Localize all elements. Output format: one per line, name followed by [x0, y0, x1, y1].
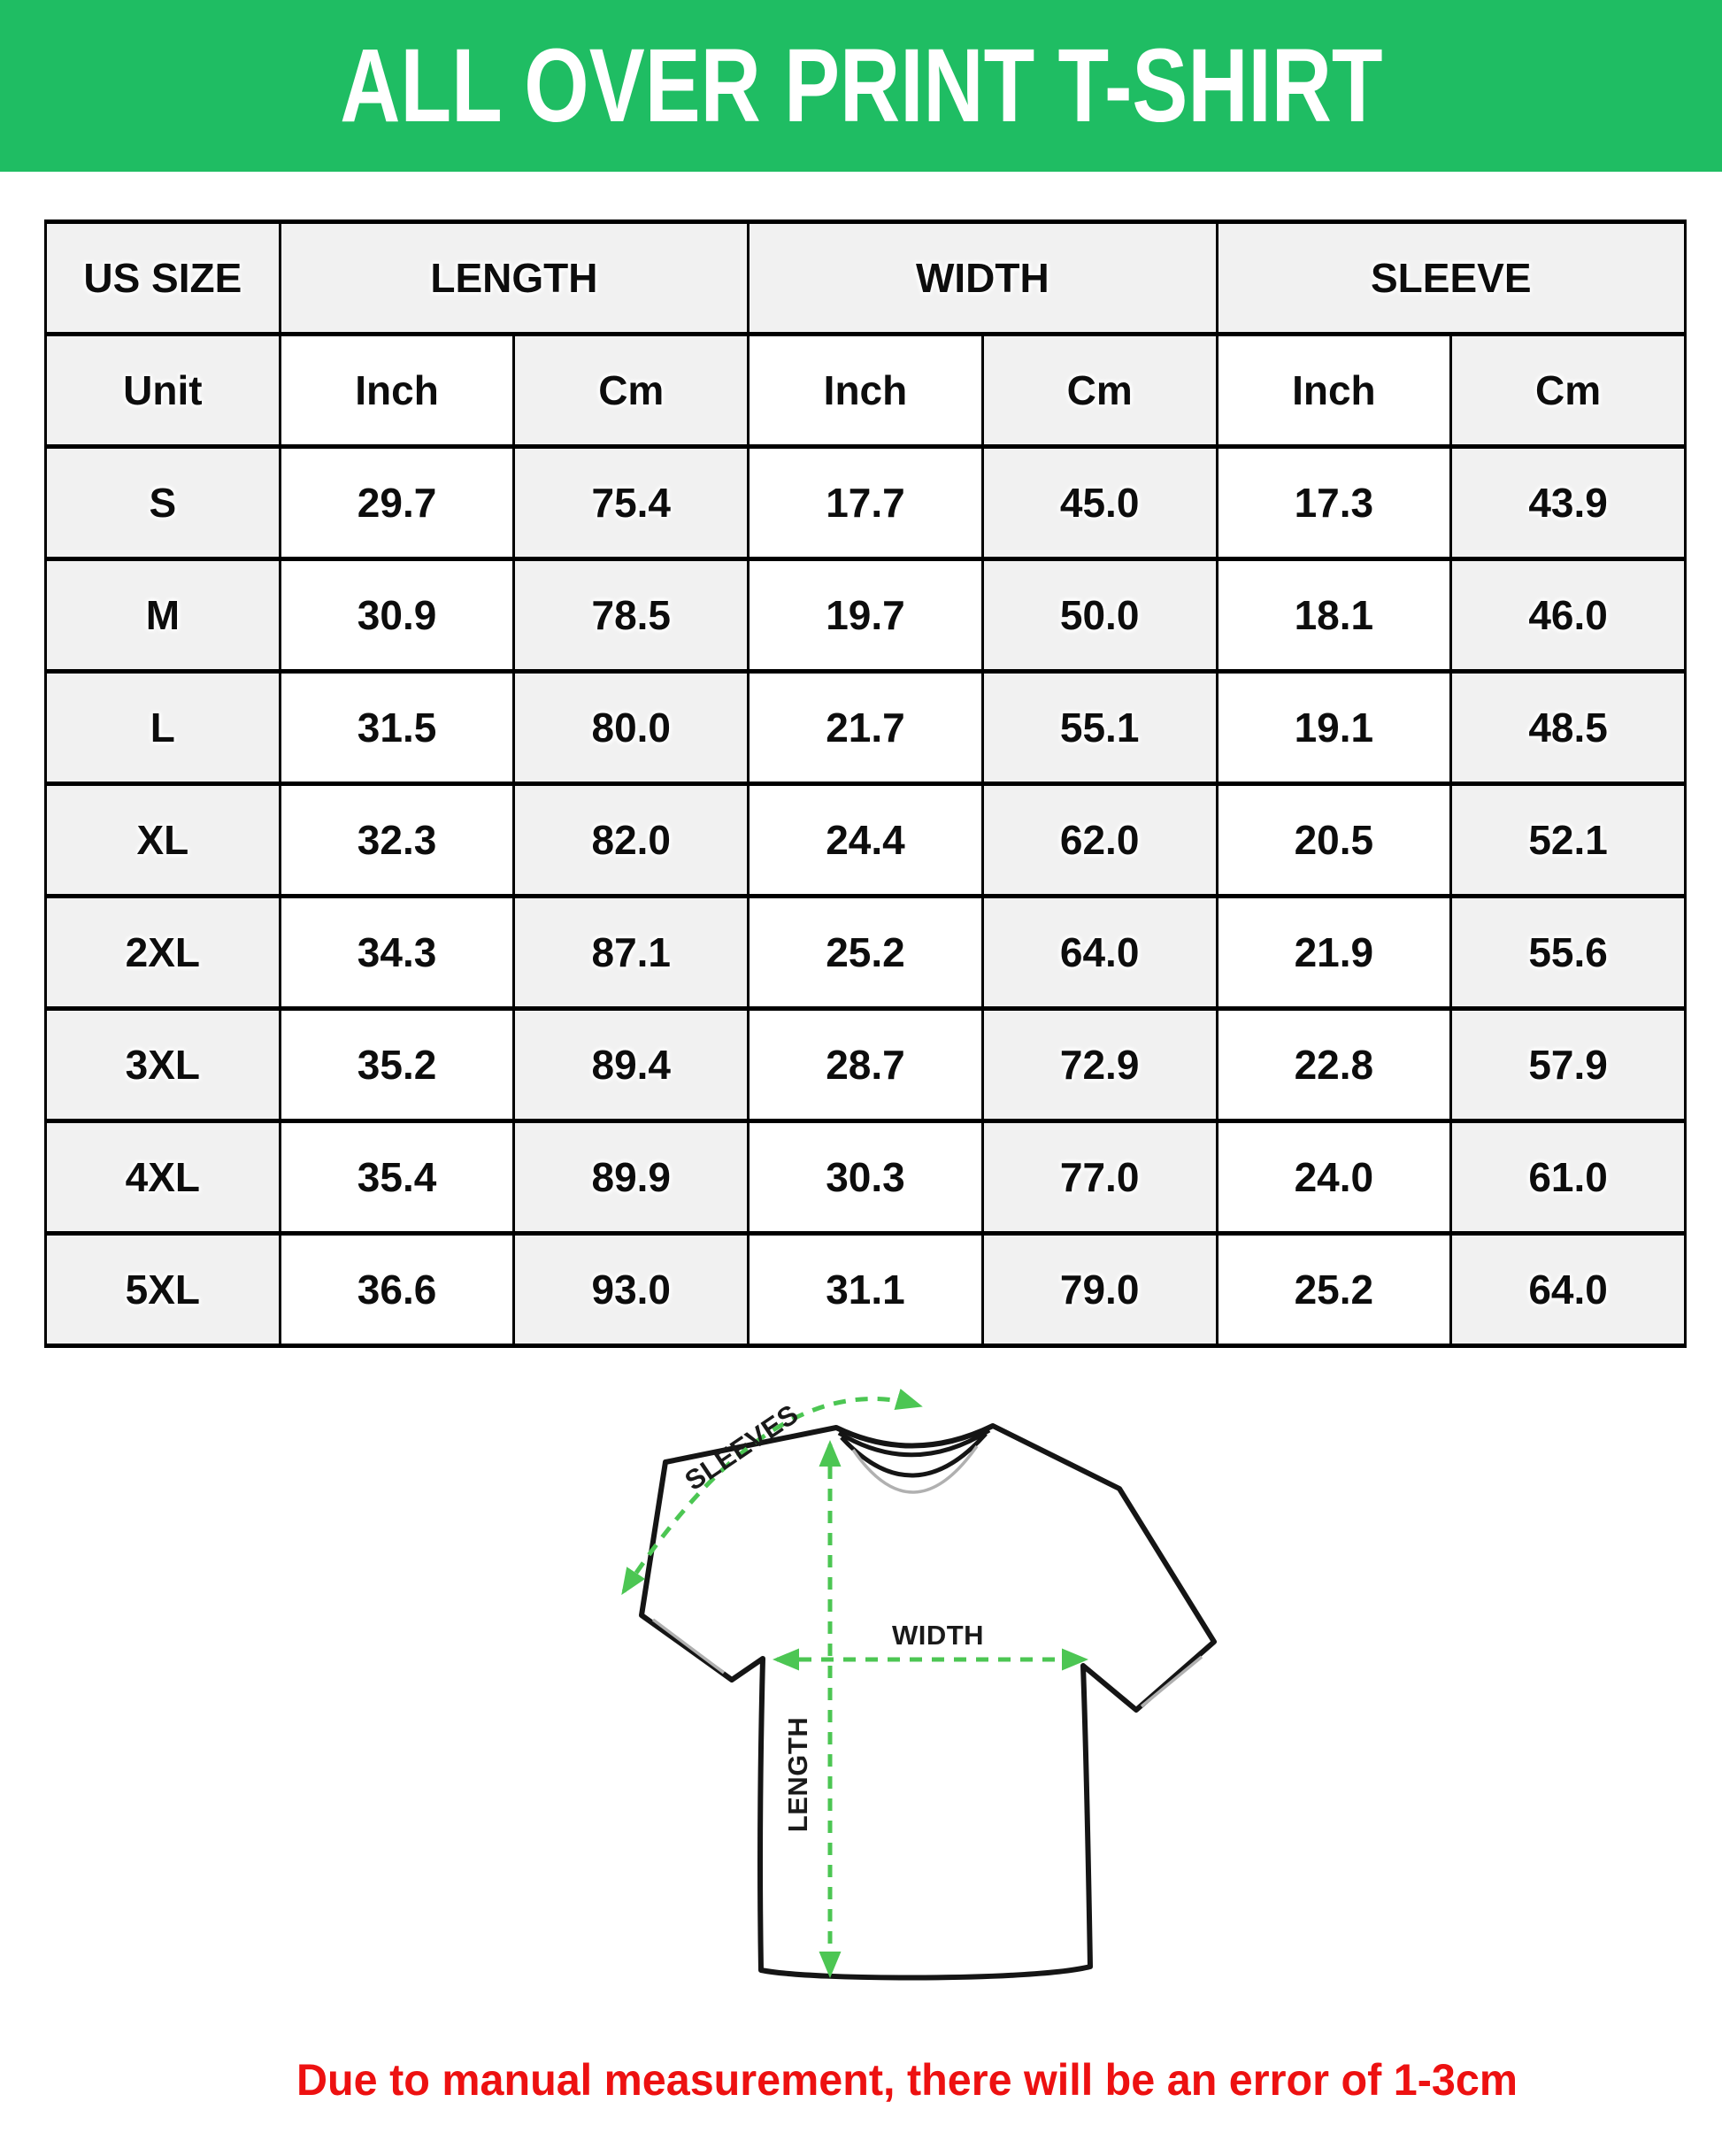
header-length: LENGTH	[280, 222, 748, 335]
measurement-cell: 19.1	[1217, 672, 1451, 784]
table-row-l	[46, 672, 1686, 784]
measurement-note: Due to manual measurement, there will be an error of 1-3cm	[296, 2055, 1518, 2105]
measurement-cell: 21.9	[1217, 897, 1451, 1009]
unit-header-cell: Cm	[982, 335, 1217, 447]
size-label-cell: XL	[46, 784, 281, 897]
width-label: WIDTH	[891, 1620, 985, 1651]
measurement-cell: 17.3	[1217, 447, 1451, 559]
unit-header-cell: Inch	[1217, 335, 1451, 447]
table-row-m	[46, 559, 1686, 672]
measurement-cell: 48.5	[1451, 672, 1686, 784]
size-label-cell: S	[46, 447, 281, 559]
measurement-cell: 72.9	[982, 1009, 1217, 1121]
measurement-cell: 78.5	[514, 559, 749, 672]
measurement-cell: 52.1	[1451, 784, 1686, 897]
header-sleeve: SLEEVE	[1217, 222, 1685, 335]
measurement-cell: 35.2	[280, 1009, 514, 1121]
measurement-cell: 89.4	[514, 1009, 749, 1121]
measurement-cell: 25.2	[749, 897, 983, 1009]
sleeves-label: SLEEVES	[679, 1398, 804, 1497]
measurement-cell: 77.0	[982, 1121, 1217, 1234]
measurement-cell: 46.0	[1451, 559, 1686, 672]
measurement-cell: 55.1	[982, 672, 1217, 784]
measurement-cell: 79.0	[982, 1234, 1217, 1346]
measurement-cell: 31.5	[280, 672, 514, 784]
measurement-cell: 35.4	[280, 1121, 514, 1234]
header-width: WIDTH	[749, 222, 1217, 335]
unit-header-cell: Inch	[280, 335, 514, 447]
measurement-cell: 24.0	[1217, 1121, 1451, 1234]
measurement-cell: 93.0	[514, 1234, 749, 1346]
banner	[0, 0, 1722, 172]
unit-header-cell: Cm	[514, 335, 749, 447]
measurement-cell: 50.0	[982, 559, 1217, 672]
measurement-cell: 20.5	[1217, 784, 1451, 897]
measurement-cell: 55.6	[1451, 897, 1686, 1009]
table-row-3xl	[46, 1009, 1686, 1121]
measurement-cell: 32.3	[280, 784, 514, 897]
table-row-4xl	[46, 1121, 1686, 1234]
measurement-cell: 34.3	[280, 897, 514, 1009]
measurement-cell: 89.9	[514, 1121, 749, 1234]
measurement-cell: 25.2	[1217, 1234, 1451, 1346]
unit-header-cell: Inch	[749, 335, 983, 447]
measurement-cell: 45.0	[982, 447, 1217, 559]
table-row-s	[46, 447, 1686, 559]
unit-header-cell: Cm	[1451, 335, 1686, 447]
measurement-cell: 17.7	[749, 447, 983, 559]
size-label-cell: L	[46, 672, 281, 784]
table-row-2xl	[46, 897, 1686, 1009]
size-label-cell: 3XL	[46, 1009, 281, 1121]
tshirt-outline	[642, 1426, 1214, 1978]
measurement-cell: 30.9	[280, 559, 514, 672]
unit-header-cell: Unit	[46, 335, 281, 447]
measurement-cell: 87.1	[514, 897, 749, 1009]
table-group-header-row	[46, 222, 1686, 335]
measurement-cell: 36.6	[280, 1234, 514, 1346]
measurement-cell: 80.0	[514, 672, 749, 784]
measurement-cell: 62.0	[982, 784, 1217, 897]
length-label: LENGTH	[782, 1716, 813, 1833]
measurement-cell: 61.0	[1451, 1121, 1686, 1234]
measurement-cell: 64.0	[1451, 1234, 1686, 1346]
size-chart-table	[44, 219, 1687, 1344]
measurement-cell: 57.9	[1451, 1009, 1686, 1121]
measurement-cell: 29.7	[280, 447, 514, 559]
size-label-cell: 4XL	[46, 1121, 281, 1234]
header-us-size: US SIZE	[46, 222, 281, 335]
size-label-cell: 5XL	[46, 1234, 281, 1346]
measurement-cell: 19.7	[749, 559, 983, 672]
measurement-cell: 24.4	[749, 784, 983, 897]
measurement-cell: 18.1	[1217, 559, 1451, 672]
measurement-cell: 31.1	[749, 1234, 983, 1346]
size-label-cell: 2XL	[46, 897, 281, 1009]
measurement-cell: 22.8	[1217, 1009, 1451, 1121]
size-label-cell: M	[46, 559, 281, 672]
table-row-5xl	[46, 1234, 1686, 1346]
measurement-cell: 75.4	[514, 447, 749, 559]
tshirt-measurement-diagram	[496, 1363, 1274, 1991]
table-row-xl	[46, 784, 1686, 897]
unit-header-row	[46, 335, 1686, 447]
measurement-cell: 64.0	[982, 897, 1217, 1009]
measurement-cell: 21.7	[749, 672, 983, 784]
measurement-cell: 28.7	[749, 1009, 983, 1121]
measurement-cell: 30.3	[749, 1121, 983, 1234]
measurement-cell: 82.0	[514, 784, 749, 897]
measurement-cell: 43.9	[1451, 447, 1686, 559]
page-title: ALL OVER PRINT T-SHIRT	[339, 27, 1383, 144]
